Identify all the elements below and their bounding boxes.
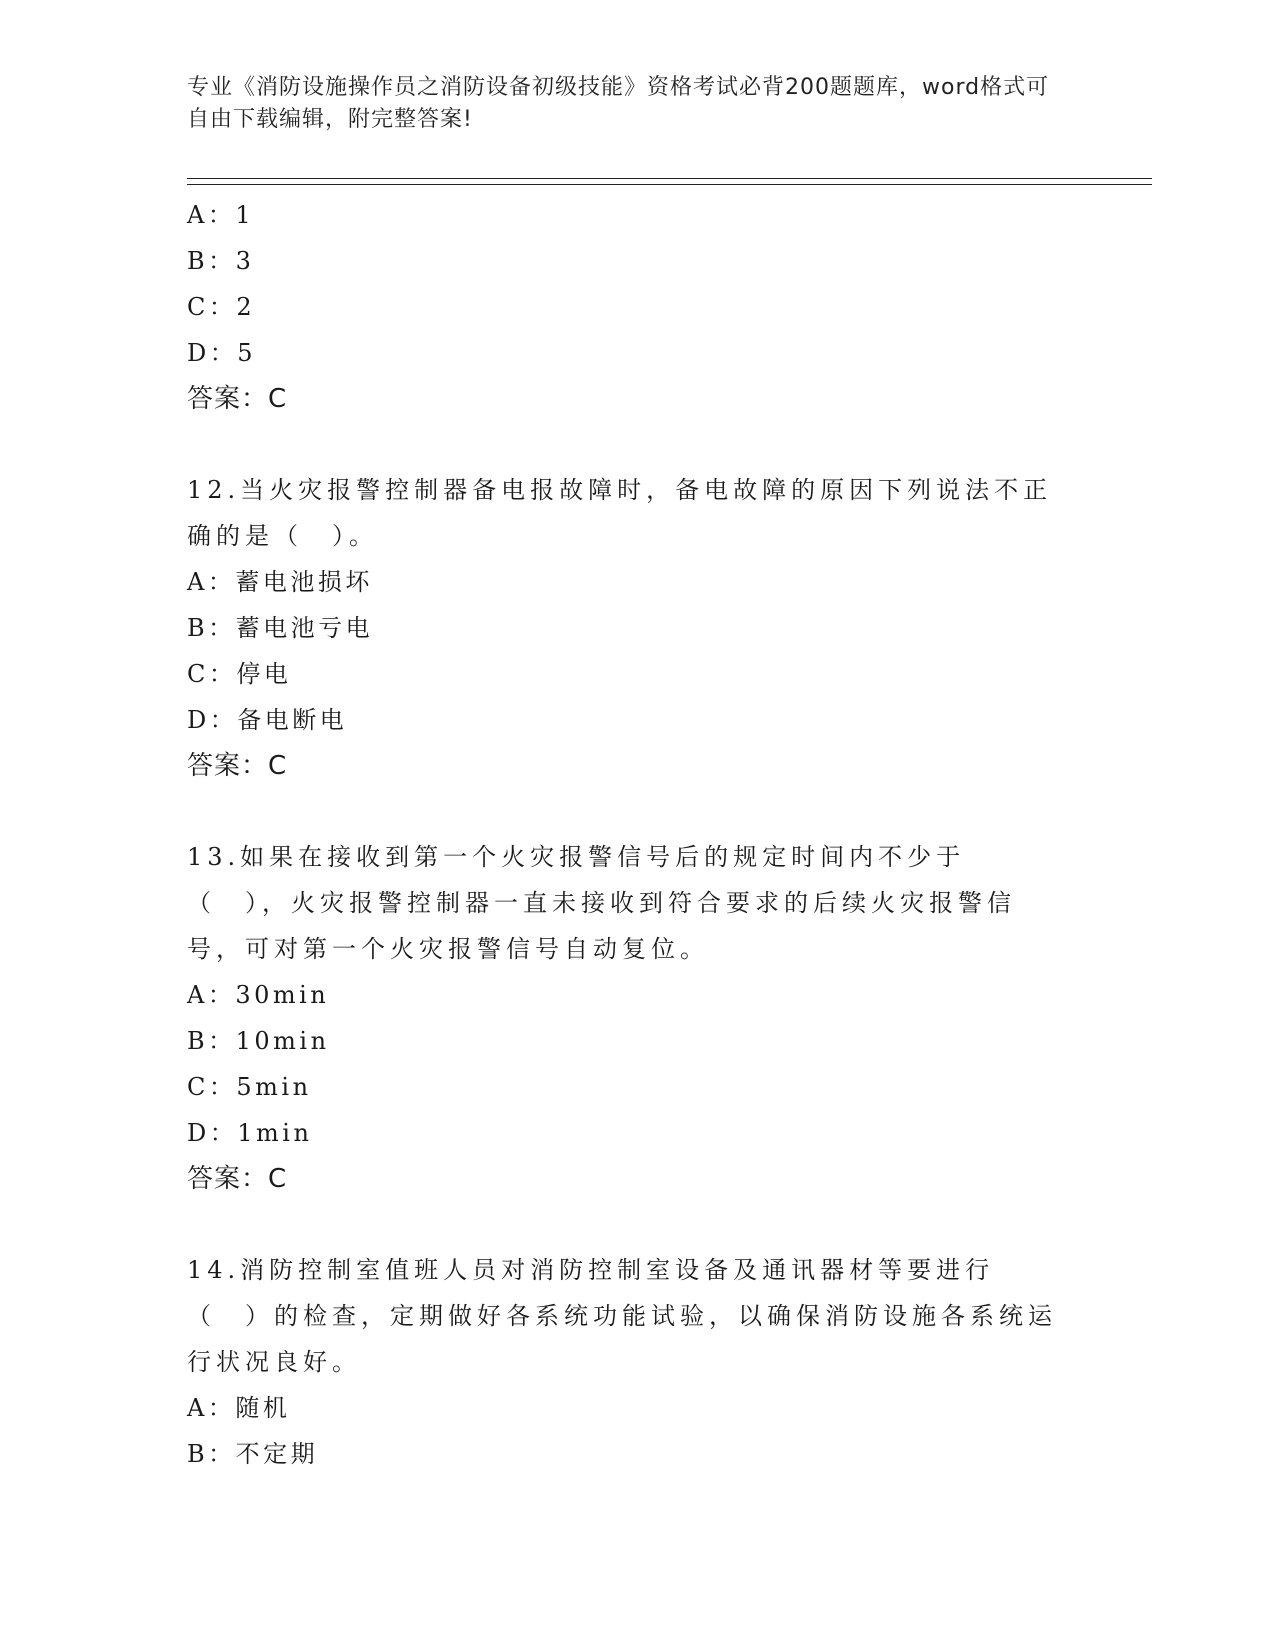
- answer-line: 答案：C: [187, 1164, 288, 1194]
- option-d: D：5: [187, 339, 257, 367]
- question-text: 12.当火灾报警控制器备电报故障时，备电故障的原因下列说法不正确的是（ ）。: [187, 476, 1053, 550]
- question-block-14: [187, 1247, 1067, 1477]
- option-a: A：随机: [187, 1394, 291, 1422]
- option-c: C：5min: [187, 1073, 312, 1101]
- question-text: 13.如果在接收到第一个火灾报警信号后的规定时间内不少于（ ），火灾报警控制器一直未接收到符合要求的后续火灾报警信号，可对第一个火灾报警信号自动复位。: [187, 843, 1016, 963]
- option-b: B：不定期: [187, 1440, 319, 1468]
- option-a: A：蓄电池损坏: [187, 568, 373, 596]
- option-d: D：1min: [187, 1119, 313, 1147]
- answer-line: 答案：C: [187, 751, 288, 781]
- question-text: 14.消防控制室值班人员对消防控制室设备及通讯器材等要进行（ ）的检查，定期做好各系统功能试验，以确保消防设施各系统运行状况良好。: [187, 1256, 1057, 1376]
- header-divider: [187, 178, 1152, 185]
- option-d: D：备电断电: [187, 706, 348, 734]
- option-a: A：1: [187, 201, 255, 229]
- document-header: 专业《消防设施操作员之消防设备初级技能》资格考试必背200题题库，word格式可自由下载编辑，附完整答案!: [187, 75, 1050, 132]
- option-c: C：停电: [187, 660, 292, 688]
- option-b: B：10min: [187, 1027, 330, 1055]
- option-c: C：2: [187, 293, 256, 321]
- question-block-13: [187, 834, 1067, 1202]
- document-body: [187, 192, 1067, 1477]
- answer-line: 答案：C: [187, 384, 288, 414]
- option-b: B：蓄电池亏电: [187, 614, 374, 642]
- question-block-continued: [187, 192, 1067, 422]
- option-a: A：30min: [187, 981, 330, 1009]
- question-block-12: [187, 467, 1067, 789]
- option-b: B：3: [187, 247, 255, 275]
